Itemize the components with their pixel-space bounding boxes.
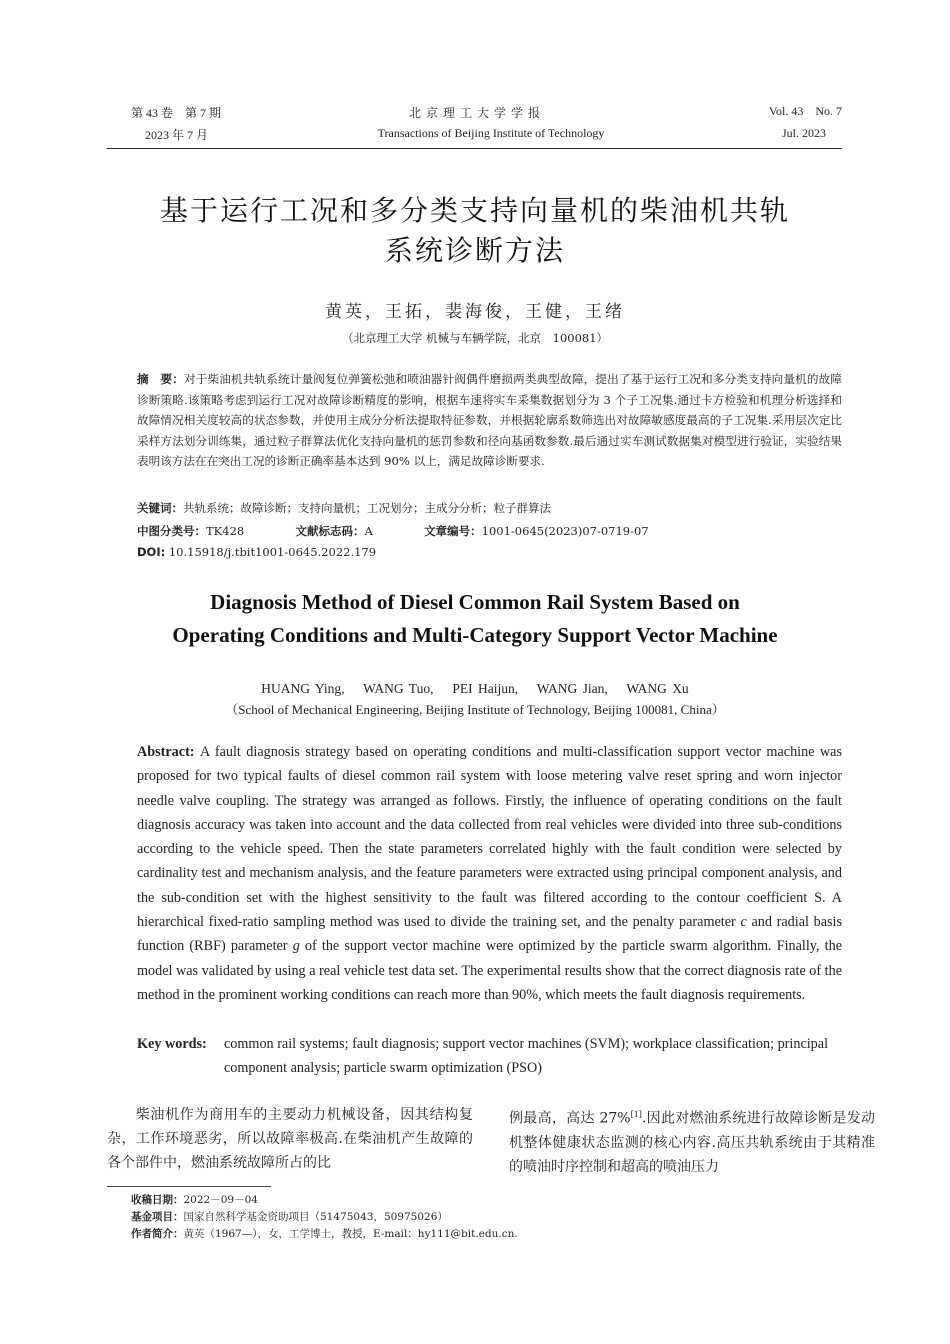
body-right-text-b: .因此对燃油系统进行故障诊断是发动机整体健康状态监测的核心内容.高压共轨系统由于其精准的喷油时序控制和超高的喷油压力 (509, 1110, 875, 1175)
affiliation-cn: （北京理工大学 机械与车辆学院，北京 100081） (341, 331, 609, 345)
clc-label: 中图分类号： (137, 524, 206, 538)
article-no-value: 1001-0645(2023)07-0719-07 (481, 524, 649, 538)
doc-code-value: A (364, 524, 373, 538)
keywords-en-label: Key words (137, 1036, 203, 1052)
title-cn-line2: 系统诊断方法 (384, 234, 565, 267)
keywords-cn (137, 500, 551, 516)
authors-en: HUANG Ying, WANG Tuo, PEI Haijun, WANG Jian, WANG Xu (261, 681, 689, 696)
abstract-en-text-a: A fault diagnosis strategy based on operating conditions and multi-classification support vector machine was proposed for two typical faults of diesel common rail system with loose metering valve reset spring and worn injector needle valve coupling. The strategy was arranged as follows. Firstly, the influence of operating conditions on the fault diagnosis accuracy was taken into account and the data collected from real vehicles were divided into three sub-conditions according to the vehicle speed. Then the state parameters correlated highly with the fault condition were selected by cardinality test and mechanism analysis, and the feature parameters were extracted using principal component analysis, and the sub-condition set with the highest sensitivity to the fault was filtered according to the contour coefficient S. A hierarchical fixed-ratio sampling method was used to divide the training set, and the penalty parameter (137, 744, 842, 931)
keywords-en-text: common rail systems; fault diagnosis; support vector machines (SVM); workplace classification; principal component analysis; particle swarm optimization (PSO) (224, 1036, 829, 1077)
header-journal-en: Transactions of Beijing Institute of Technology (377, 126, 605, 140)
body-right-text-a: 例最高，高达 27% (509, 1110, 631, 1127)
header-volume-en: Vol. 43 No. 7 (768, 104, 842, 118)
received-label: 收稿日期： (131, 1194, 184, 1206)
abstract-en-param-c: c (740, 914, 747, 931)
authors-cn: 黄英，王拓，裴海俊，王健，王绪 (325, 302, 625, 322)
classification-line (137, 523, 649, 539)
footnote-rule (107, 1186, 271, 1187)
abstract-cn (137, 369, 842, 472)
body-left-column (107, 1103, 473, 1175)
footnote-author (131, 1226, 518, 1241)
citation-ref-1[interactable]: [1] (630, 1110, 642, 1119)
abstract-en-text-b: and radial basis function (RBF) parameter (137, 914, 843, 955)
doi-line (137, 545, 376, 559)
keywords-en-colon: : (202, 1036, 207, 1052)
fund-label: 基金项目： (131, 1211, 184, 1223)
keywords-en-label-wrap (137, 1032, 207, 1056)
keywords-cn-label: 关键词： (137, 501, 183, 515)
keywords-cn-text: 共轨系统；故障诊断；支持向量机；工况划分；主成分分析；粒子群算法 (183, 501, 551, 515)
fund-value: 国家自然科学基金资助项目（51475043，50975026） (183, 1211, 448, 1223)
header-date-cn: 2023 年 7 月 (145, 128, 209, 142)
affiliation-en: （School of Mechanical Engineering, Beijing Institute of Technology, Beijing 100081, China） (225, 702, 725, 717)
footnote-received (131, 1192, 258, 1207)
header-date-en: Jul. 2023 (781, 126, 826, 140)
footnote-fund (131, 1209, 448, 1224)
received-value: 2022－09－04 (183, 1194, 258, 1206)
abstract-en-colon: : (189, 744, 200, 760)
body-right-column (509, 1103, 875, 1179)
title-en-line2: Operating Conditions and Multi-Category Support Vector Machine (172, 623, 778, 647)
abstract-cn-label: 摘 要： (137, 372, 185, 386)
keywords-en (137, 1032, 842, 1081)
header-journal-cn: 北 京 理 工 大 学 学 报 (408, 106, 541, 120)
abstract-en-param-g: g (292, 938, 300, 955)
abstract-en-text-c: of the support vector machine were optimized by the particle swarm algorithm. Finally, the model was validated by using a real vehicle test data set. The experimental results show that the correct diagnosis rate of the method in the prominent working conditions can reach more than 90%, which meets the fault diagnosis requirements. (137, 938, 843, 1003)
body-left-text: 柴油机作为商用车的主要动力机械设备，因其结构复杂，工作环境恶劣，所以故障率极高.在柴油机产生故障的各个部件中，燃油系统故障所占的比 (107, 1107, 473, 1171)
title-en-line1: Diagnosis Method of Diesel Common Rail System Based on (210, 590, 740, 614)
abstract-en (137, 740, 842, 1007)
doi-label: DOI: (137, 545, 166, 559)
abstract-en-label: Abstract (137, 744, 190, 760)
article-no-label: 文章编号： (424, 524, 482, 538)
doi-value: 10.15918/j.tbit1001-0645.2022.179 (165, 545, 377, 559)
abstract-cn-text: 对于柴油机共轨系统计量阀复位弹簧松弛和喷油器针阀偶件磨损两类典型故障，提出了基于运行工况和多分类支持向量机的故障诊断策略.该策略考虑到运行工况对故障诊断精度的影响，根据车速将实车采集数据划分为 3 个子工况集.通过卡方检验和机理分析选择和故障情况相关度较高的状态参数，并使用主成分分析法提取特征参数，并根据轮廓系数筛选出对故障敏感度最高的子工况集.采用层次定比采样方法划分训练集，通过粒子群算法优化支持向量机的惩罚参数和径向基函数参数.最后通过实车测试数据集对模型进行验证，实验结果表明该方法在在突出工况的诊断正确率基本达到 90% 以上，满足故障诊断要求. (137, 372, 842, 468)
title-cn-line1: 基于运行工况和多分类支持向量机的柴油机共轨 (159, 194, 790, 227)
clc-value: TK428 (206, 524, 245, 538)
header-rule (107, 148, 842, 149)
header-volume-issue: 第 43 卷 第 7 期 (131, 106, 222, 120)
doc-code-label: 文献标志码： (295, 524, 365, 538)
author-bio-label: 作者简介： (131, 1228, 184, 1240)
author-bio-value: 黄英（1967—），女，工学博士，教授，E-mail：hy111@bit.edu.cn. (183, 1228, 518, 1240)
